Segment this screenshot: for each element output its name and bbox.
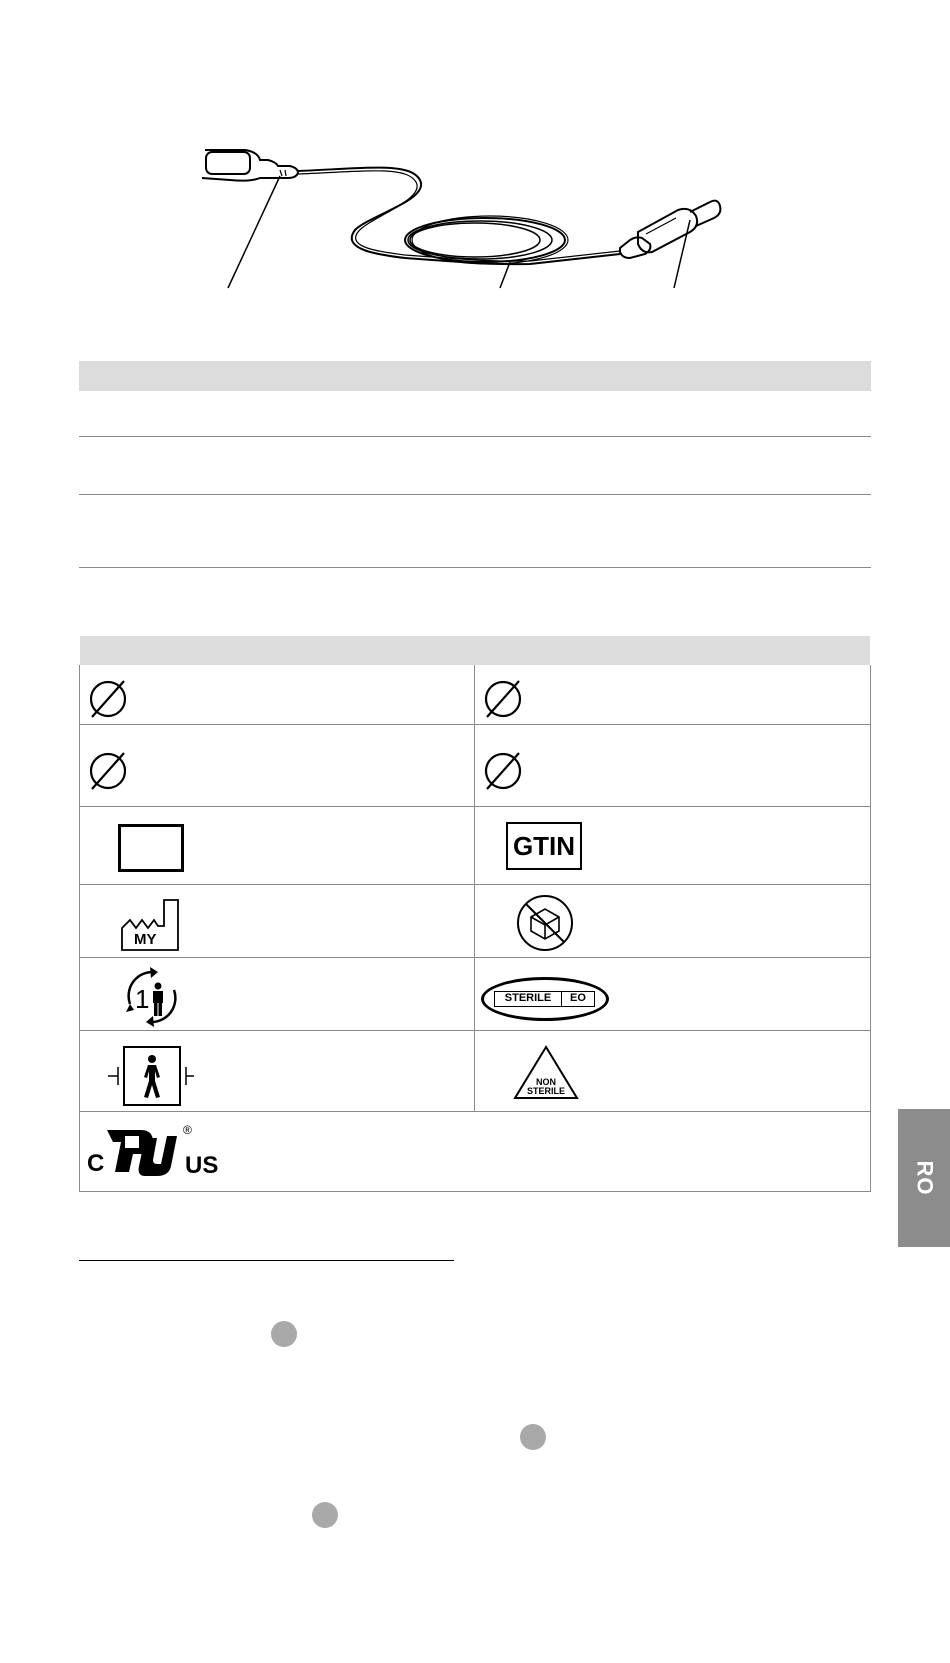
language-tab[interactable] bbox=[898, 1109, 950, 1247]
callout-dot bbox=[520, 1424, 546, 1450]
table-row-divider bbox=[79, 1111, 871, 1112]
single-patient-multiple-use-icon bbox=[120, 966, 184, 1028]
footnote-rule bbox=[79, 1260, 454, 1261]
callout-dot bbox=[271, 1321, 297, 1347]
non-sterile-line1: NON bbox=[536, 1077, 556, 1087]
cable-line bbox=[298, 168, 620, 265]
registered-mark: ® bbox=[183, 1123, 192, 1137]
leader-line-sensor bbox=[228, 176, 280, 288]
table-row-divider bbox=[79, 494, 871, 495]
table-row-divider bbox=[79, 567, 871, 568]
symbols-table bbox=[79, 665, 871, 1192]
do-not-use-damaged-package-icon bbox=[515, 893, 575, 953]
certification-us-label: US bbox=[185, 1152, 219, 1179]
leader-line-connector bbox=[674, 220, 690, 288]
sterile-label: STERILE bbox=[495, 992, 562, 1006]
table-row-divider bbox=[79, 957, 871, 958]
sensor-pad-icon bbox=[202, 150, 298, 181]
diameter-icon bbox=[86, 749, 130, 793]
table-row-divider bbox=[79, 806, 871, 807]
diameter-icon bbox=[86, 677, 130, 721]
language-tab-label: RO bbox=[912, 1160, 937, 1196]
sterile-eo-label-box bbox=[494, 991, 595, 1007]
certification-c-label: C bbox=[87, 1150, 105, 1177]
callout-dot bbox=[312, 1502, 338, 1528]
gtin-label: GTIN bbox=[512, 830, 576, 861]
single-patient-number: 1 bbox=[135, 984, 150, 1014]
diameter-icon bbox=[481, 749, 525, 793]
gtin-icon bbox=[506, 822, 582, 870]
table-row-divider bbox=[79, 724, 871, 725]
symbols-table-header bbox=[80, 636, 870, 665]
non-sterile-line2: STERILE bbox=[526, 1086, 565, 1096]
table-row-divider bbox=[79, 884, 871, 885]
ul-certification-icon bbox=[101, 1126, 181, 1178]
ref-box-icon bbox=[118, 824, 184, 872]
type-bf-applied-part-icon bbox=[108, 1043, 194, 1107]
sensor-cable-illustration bbox=[190, 140, 750, 300]
leader-line-cable bbox=[500, 262, 510, 288]
table-header bbox=[79, 361, 871, 391]
non-sterile-label bbox=[518, 1078, 574, 1096]
table-row-divider bbox=[79, 1030, 871, 1031]
table-row-divider bbox=[79, 436, 871, 437]
diameter-icon bbox=[481, 677, 525, 721]
country-code-label: MY bbox=[134, 931, 157, 948]
connector-plug-icon bbox=[620, 201, 720, 258]
table-column-divider bbox=[474, 665, 475, 1112]
sterile-method-label: EO bbox=[570, 992, 586, 1004]
